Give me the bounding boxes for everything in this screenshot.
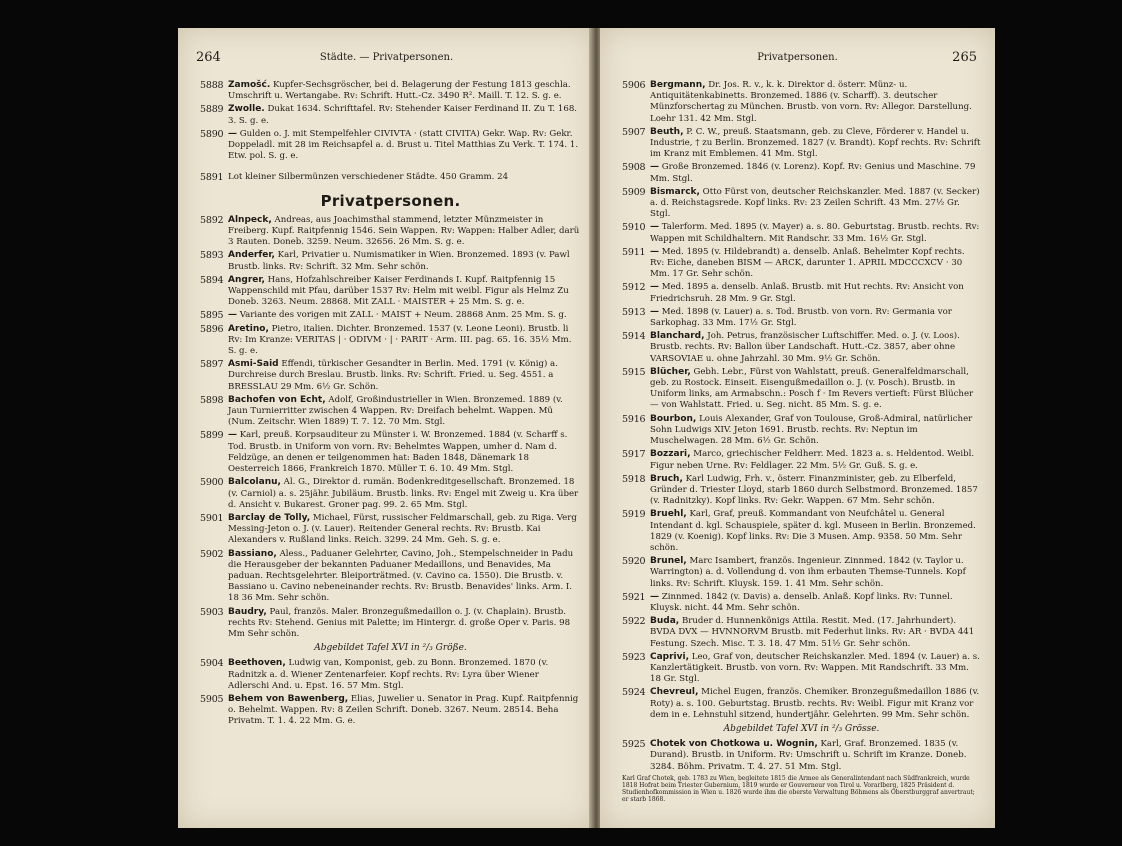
lot-number: 5915: [622, 366, 646, 378]
lot-number: 5922: [622, 616, 646, 628]
entry-name: Alnpeck,: [228, 214, 272, 225]
entry-name: —: [650, 591, 659, 602]
catalog-entry: [200, 430, 581, 475]
lot-number: 5903: [200, 606, 224, 618]
catalog-entry: [622, 652, 981, 686]
entry-description: Andreas, aus Joachimsthal stammend, letzter Münzmeister in Freiberg. Kupf. Raitpfennig 1546. Sein Wappen. Rv: Wappen: Halber Adler, darü 3 Rauten. Doneb. 3259. Neum. 32656. 26 Mm. S. g. e.: [228, 214, 580, 248]
entry-description: Al. G., Direktor d. rumän. Bodenkreditgesellschaft. Bronzemed. 18 (v. Carniol) a. s. 25jähr. Jubiläum. Brustb. links. Rv: Engel mit Zweig u. Kra über d. Ansicht v. Bukarest. Groner pag. 99. 2. 65 Mm. Stgl.: [228, 477, 579, 510]
entry-name: —: [650, 306, 659, 317]
entry-description: Variante des vorigen mit ZALL · MAIST + Neum. 28868 Anm. 25 Mm. S. g.: [239, 310, 567, 321]
entry-name: Bergmann,: [650, 80, 706, 90]
entry-description: Aless., Paduaner Gelehrter, Cavino, Joh., Stempelschneider in Padu die Herausgeber der bekannten Paduaner Medaillons, und Benavides, Ma paduan. Rechtsgelehrter. Bleiporträtmed. (v. Cavino ca. 1550). Die Brustb. v. Bassiano u. Cavino nebeneinander rechts. Rv: Brustb. Benavides' links. Arm. I. 18 36 Mm. Sehr schön.: [228, 548, 574, 604]
entry-name: Bruehl,: [650, 509, 687, 520]
catalog-entry: [622, 556, 981, 590]
catalog-entry: [200, 80, 581, 102]
catalog-entry: [200, 658, 581, 692]
catalog-entry: [200, 477, 581, 511]
entry-name: —: [650, 222, 659, 233]
catalog-entry: [200, 549, 581, 605]
entry-description: Karl Ludwig, Frh. v., österr. Finanzminister, geb. zu Elberfeld, Gründer d. Triester Lloyd, starb 1860 durch Selbstmord. Bronzemed. 1857 (v. Radnitzky). Kopf links. Rv: Gekr. Wappen. 67 Mm. Sehr schön.: [650, 473, 978, 507]
lot-number: 5911: [622, 246, 646, 258]
catalog-entry: [200, 250, 581, 272]
lot-number: 5906: [622, 80, 646, 91]
page-number: 264: [196, 50, 221, 65]
entry-description: Gebh. Lebr., Fürst von Wahlstatt, preuß. Generalfeldmarschall, geb. zu Rostock. Einseit. Eisengußmedaillon o. J. (v. Posch). Brustb. in Uniform links, am Armabschn.: Posch f · Im Revers vertieft: Fürst Blücher — von Wahlstatt. Fried. u. Seg. nicht. 85 Mm. S. g. e.: [650, 366, 974, 411]
entry-description: Talerform. Med. 1895 (v. Mayer) a. s. 80. Geburtstag. Brustb. rechts. Rv: Wappen mit Schildhaltern. Mit Randschr. 33 Mm. 16½ Gr. Stgl.: [650, 222, 980, 244]
entry-description: Ludwig van, Komponist, geb. zu Bonn. Bronzemed. 1870 (v. Radnitzk a. d. Wiener Zentenarfeier. Kopf rechts. Rv: Lyra über Wiener Adlerschi And. u. Epst. 16. 57 Mm. Stgl.: [228, 658, 549, 691]
entry-description: Pietro, italien. Dichter. Bronzemed. 1537 (v. Leone Leoni). Brustb. li Rv: Im Kranze: VERITAS | · ODIVM · | · PARIT · Arm. III. pag. 65. 16. 35½ Mm. S. g. e.: [228, 323, 572, 357]
entry-name: Beuth,: [650, 126, 684, 137]
left-page-header: [196, 50, 577, 68]
entry-description: Otto Fürst von, deutscher Reichskanzler. Med. 1887 (v. Secker) a. d. Reichstagsrede. Kopf links. Rv: 23 Zeilen Schrift. 43 Mm. 27½ Gr. Stgl.: [650, 186, 980, 220]
catalog-entry: [622, 367, 981, 412]
entry-name: Caprivi,: [650, 651, 690, 662]
lot-number: 5918: [622, 473, 646, 485]
footnote: Karl Graf Chotek, geb. 1783 zu Wien, begleitete 1815 die Armee als Generalintendant nach Südfrankreich, wurde 1818 Hofrat beim Triester Gubernium, 1819 wurde er Gouverneur von Tirol u. Vorarlberg, 1825 Präsident d. Studienhofkommission in Wien u. 1826 wurde ihm die oberste Verwaltung Böhmens als Oberstburggraf anvertraut; er starb 1868.: [622, 774, 975, 804]
entry-name: Behem von Bawenberg,: [228, 693, 349, 704]
entry-description: Med. 1898 (v. Lauer) a. s. Tod. Brustb. von vorn. Rv: Germania vor Sarkophag. 33 Mm. 17½ Gr. Stgl.: [650, 306, 952, 329]
entry-description: Joh. Petrus, französischer Luftschiffer. Med. o. J. (v. Loos). Brustb. rechts. Rv: Ballon über Landschaft. Hutt.-Cz. 3857, aber ohne VARSOVIAE u. ohne Jahrzahl. 30 Mm. 9½ Gr. Schön.: [650, 331, 960, 364]
entry-name: Angrer,: [228, 274, 265, 285]
right-page-content: [622, 80, 981, 804]
entry-description: Karl, Graf. Bronzemed. 1835 (v. Durand). Brustb. in Uniform. Rv: Umschrift u. Schrift im Kranze. Doneb. 3284. Böhm. Privatm. T. 4. 27. 51 Mm. Stgl.: [650, 739, 967, 772]
entries-persons: [200, 215, 581, 640]
lot-number: 5894: [200, 274, 224, 286]
entries-cities: [200, 80, 581, 184]
entry-description: Dr. Jos. R. v., k. k. Direktor d. österr. Münz- u. Antiquitätenkabinetts. Bronzemed. 1886 (v. Scharff). 3. deutscher Münzforschertag zu München. Brustb. von vorn. Rv: Allegor. Darstellung. Loehr 131. 42 Mm. Stgl.: [650, 80, 972, 124]
catalog-entry: [622, 331, 981, 365]
catalog-entry: [622, 592, 981, 614]
entry-name: Baudry,: [228, 606, 267, 617]
entry-name: Chevreul,: [650, 687, 699, 698]
lot-number: 5923: [622, 651, 646, 663]
entry-description: Gulden o. J. mit Stempelfehler CIVIVTA · (statt CIVITA) Gekr. Wap. Rv: Gekr. Doppeladl. mit 28 im Reichsapfel a. d. Brust u. Titel Matthias Zu Verk. T. 174. 1. Etw. pol. S. g. e.: [228, 128, 579, 162]
entry-name: Blanchard,: [650, 331, 705, 342]
lot-number: 5893: [200, 250, 224, 262]
catalog-entry: [622, 414, 981, 448]
lot-number: 5919: [622, 509, 646, 521]
entry-name: —: [650, 162, 659, 173]
entry-name: Chotek von Chotkowa u. Wognin,: [650, 739, 818, 750]
entry-name: Bourbon,: [650, 413, 697, 424]
entry-description: Zinnmed. 1842 (v. Davis) a. denselb. Anlaß. Kopf links. Rv: Tunnel. Kluysk. nicht. 44 Mm. Sehr schön.: [650, 591, 953, 613]
entry-description: Marco, griechischer Feldherr. Med. 1823 a. s. Heldentod. Weibl. Figur neben Urne. Rv: Feldlager. 22 Mm. 5½ Gr. Guß. S. g. e.: [650, 449, 975, 471]
right-page: [600, 28, 995, 828]
entry-description: P. C. W., preuß. Staatsmann, geb. zu Cleve, Förderer v. Handel u. Industrie, † zu Berlin. Bronzemed. 1827 (v. Brandt). Kopf rechts. Rv: Schrift im Kranz mit Emblemen. 41 Mm. Stgl.: [650, 126, 981, 160]
lot-number: 5901: [200, 512, 224, 524]
entries-persons-continued: [200, 658, 581, 727]
catalog-entry: [200, 215, 581, 249]
catalog-entry: [200, 694, 581, 728]
lot-number: 5925: [622, 739, 646, 751]
catalog-entry: [200, 513, 581, 547]
entry-name: —: [228, 128, 237, 139]
lot-number: 5891: [200, 172, 224, 184]
entry-name: Balcolanu,: [228, 477, 281, 488]
catalog-entry: [200, 607, 581, 641]
entry-description: Adolf, Großindustrieller in Wien. Bronzemed. 1889 (v. Jaun Turnierritter zwischen 4 Wappen. Rv: Dreifach behelmt. Wappen. Mü (Num. Zeitschr. Wien 1889) T. 7. 12. 70 Mm. Stgl.: [228, 394, 563, 428]
left-page-content: [200, 80, 581, 730]
entry-description: Effendi, türkischer Gesandter in Berlin. Med. 1791 (v. König) a. Durchreise durch Breslau. Brustb. links. Rv: Schrift. Fried. u. Seg. 4551. a BRESSLAU 29 Mm. 6½ Gr. Schön.: [228, 359, 558, 392]
catalog-entry: [200, 129, 581, 163]
entry-description: Hans, Hofzahlschreiber Kaiser Ferdinands I. Kupf. Raitpfennig 15 Wappenschild mit Pfau, darüber 1537 Rv: Helm mit weibl. Figur als Helmz Zu Doneb. 3263. Neum. 28868. Mit ZALL · MAISTER + 25 Mm. S. g. e.: [228, 274, 569, 308]
entry-name: —: [650, 246, 659, 257]
lot-number: 5924: [622, 687, 646, 699]
lot-number: 5907: [622, 126, 646, 138]
page-number: 265: [952, 50, 977, 65]
lot-number: 5900: [200, 477, 224, 489]
lot-number: 5921: [622, 591, 646, 603]
entry-description: Bruder d. Hunnenkönigs Attila. Restit. Med. (17. Jahrhundert). BVDA DVX — HVNNORVM Brustb. mit Federhut links. Rv: AR · BVDA 441 Festung. Szech. Misc. T. 3. 18. 47 Mm. 51½ Gr. Sehr schön.: [650, 616, 975, 649]
catalog-entry: [200, 172, 581, 183]
entry-description: Elias, Juwelier u. Senator in Prag. Kupf. Raitpfennig o. Behelmt. Wappen. Rv: 8 Zeilen Schrift. Doneb. 3267. Neum. 28514. Beha Privatm. T. 1. 4. 22 Mm. G. e.: [228, 693, 579, 727]
entry-description: Große Bronzemed. 1846 (v. Lorenz). Kopf. Rv: Genius und Maschine. 79 Mm. Stgl.: [650, 162, 976, 184]
catalog-entry: [200, 395, 581, 429]
lot-number: 5896: [200, 323, 224, 335]
catalog-entry: [622, 247, 981, 281]
catalog-entry: [200, 310, 581, 321]
catalog-entry: [622, 282, 981, 304]
lot-number: 5898: [200, 394, 224, 406]
entry-description: Lot kleiner Silbermünzen verschiedener Städte. 450 Gramm. 24: [228, 172, 509, 183]
entry-name: Asmi-Said: [228, 359, 279, 370]
lot-number: 5917: [622, 449, 646, 461]
running-head: Städte. — Privatpersonen.: [319, 52, 454, 63]
entry-name: Zamošć.: [228, 80, 271, 90]
entry-description: Med. 1895 a. denselb. Anlaß. Brustb. mit Hut rechts. Rv: Ansicht von Friedrichsruh. 28 Mm. 9 Gr. Stgl.: [650, 282, 964, 304]
catalog-entry: [622, 187, 981, 221]
left-page: [178, 28, 595, 828]
right-page-header: [618, 50, 977, 68]
lot-number: 5916: [622, 413, 646, 425]
entry-description: Dukat 1634. Schrifttafel. Rv: Stehender Kaiser Ferdinand II. Zu T. 168. 3. S. g. e.: [228, 104, 578, 126]
entry-description: Kupfer-Sechsgröscher, bei d. Belagerung der Festung 1813 geschla. Umschrift u. Wertangabe. Rv: Schrift. Hutt.-Cz. 3490 R². Maill. T. 12. S. g. e.: [228, 80, 571, 102]
lot-number: 5909: [622, 186, 646, 198]
lot-number: 5889: [200, 104, 224, 116]
lot-number: 5895: [200, 310, 224, 322]
entry-name: Bismarck,: [650, 186, 700, 197]
entry-name: Zwolle.: [228, 104, 265, 115]
entry-name: Bachofen von Echt,: [228, 394, 326, 405]
catalog-entry: [622, 307, 981, 329]
entry-name: —: [228, 430, 237, 441]
catalog-entry: [200, 359, 581, 393]
entry-description: Paul, französ. Maler. Bronzegußmedaillon o. J. (v. Chaplain). Brustb. rechts Rv: Stehend. Genius mit Palette; im Hintergr. d. große Oper v. Paris. 98 Mm Sehr schön.: [228, 606, 571, 639]
lot-number: 5913: [622, 306, 646, 318]
catalog-entry: [200, 275, 581, 309]
plate-caption: Abgebildet Tafel XVI in ²/₃ Größe.: [314, 643, 467, 654]
lot-number: 5904: [200, 658, 224, 670]
entry-name: —: [650, 282, 659, 293]
lot-number: 5892: [200, 214, 224, 226]
entry-description: Marc Isambert, französ. Ingenieur. Zinnmed. 1842 (v. Taylor u. Warrington) a. d. Vollendung d. von ihm erbauten Themse-Tunnels. Kopf links. Rv: Schrift. Kluysk. 159. 1. 41 Mm. Sehr schön.: [650, 556, 966, 589]
catalog-entry: [622, 449, 981, 471]
entry-name: Barclay de Tolly,: [228, 512, 311, 523]
catalog-entry: [200, 104, 581, 126]
catalog-entry: [622, 127, 981, 161]
entry-name: Bozzari,: [650, 449, 691, 460]
entry-name: Aretino,: [228, 323, 269, 334]
plate-caption: Abgebildet Tafel XVI in ²/₃ Grösse.: [723, 723, 880, 734]
lot-number: 5908: [622, 162, 646, 174]
entry-name: Beethoven,: [228, 658, 286, 669]
catalog-entry: [622, 162, 981, 184]
entry-name: —: [228, 310, 237, 321]
catalog-entry: [200, 324, 581, 358]
lot-number: 5899: [200, 430, 224, 442]
entry-description: Leo, Graf von, deutscher Reichskanzler. Med. 1894 (v. Lauer) a. s. Kanzlertätigkeit. Brustb. von vorn. Rv: Wappen. Mit Randschrift. 33 Mm. 18 Gr. Stgl.: [650, 651, 980, 685]
section-title: Privatpersonen.: [320, 191, 461, 210]
entry-description: Karl, Graf, preuß. Kommandant von Neufchâtel u. General Intendant d. kgl. Schauspiele, später d. kgl. Museen in Berlin. Bronzemed. 1829 (v. Koenig). Kopf links. Rv: Die 3 Musen. Amp. 9358. 50 Mm. Sehr schön.: [650, 509, 976, 553]
entries-persons-continued: [622, 739, 981, 773]
entry-description: Michel Eugen, französ. Chemiker. Bronzegußmedaillon 1886 (v. Roty) a. s. 100. Geburtstag. Brustb. rechts. Rv: Weibl. Figur mit Kranz vor dem in e. Lehnstuhl sitzend, hundertjähr. Gelehrten. 99 Mm. Sehr schön.: [650, 687, 980, 720]
catalog-entry: [622, 222, 981, 244]
catalog-entry: [622, 80, 981, 125]
entry-description: Louis Alexander, Graf von Toulouse, Groß-Admiral, natürlicher Sohn Ludwigs XIV. Jeton 1691. Brustb. rechts. Rv: Neptun im Muschelwagen. 28 Mm. 6½ Gr. Schön.: [650, 413, 973, 447]
entry-name: Bassiano,: [228, 548, 277, 559]
entry-name: Buda,: [650, 616, 680, 627]
entry-name: Blücher,: [650, 366, 691, 377]
lot-number: 5902: [200, 548, 224, 560]
lot-number: 5910: [622, 222, 646, 234]
lot-number: 5905: [200, 693, 224, 705]
catalog-entry: [622, 616, 981, 650]
entry-description: Michael, Fürst, russischer Feldmarschall, geb. zu Riga. Verg Messing-Jeton o. J. (v. Lauer). Reitender General rechts. Rv: Brustb. Kai Alexanders v. Rußland links. Reich. 3299. 24 Mm. Geh. S. g. e.: [228, 512, 577, 546]
entry-description: Karl, preuß. Korpsauditeur zu Münster i. W. Bronzemed. 1884 (v. Scharff s. Tod. Brustb. in Uniform von vorn. Rv: Behelmtes Wappen, umher d. Nam d. Feldzüge, an denen er teilgenommen hat: Baden 1848, Dänemark 18 Oesterreich 1866, Frankreich 1870. Müller T. 6. 10. 49 Mm. Stgl.: [228, 430, 568, 475]
entries-persons: [622, 80, 981, 721]
entry-name: Bruch,: [650, 473, 683, 484]
catalog-entry: [622, 687, 981, 721]
entry-description: Karl, Privatier u. Numismatiker in Wien. Bronzemed. 1893 (v. Pawl Brustb. links. Rv: Schrift. 32 Mm. Sehr schön.: [228, 250, 570, 272]
catalog-entry: [622, 509, 981, 554]
lot-number: 5914: [622, 331, 646, 343]
catalog-entry: [622, 474, 981, 508]
running-head: Privatpersonen.: [757, 52, 838, 63]
lot-number: 5912: [622, 282, 646, 294]
entry-name: Brunel,: [650, 556, 687, 567]
entry-description: Med. 1895 (v. Hildebrandt) a. denselb. Anlaß. Behelmter Kopf rechts. Rv: Eiche, daneben BISM — ARCK, darunter 1. APRIL MDCCCXCV · 30 Mm. 17 Gr. Sehr schön.: [650, 246, 965, 280]
lot-number: 5897: [200, 359, 224, 371]
lot-number: 5888: [200, 80, 224, 91]
entry-name: Anderfer,: [228, 250, 275, 261]
lot-number: 5920: [622, 556, 646, 568]
catalog-entry: [622, 739, 981, 773]
lot-number: 5890: [200, 128, 224, 140]
